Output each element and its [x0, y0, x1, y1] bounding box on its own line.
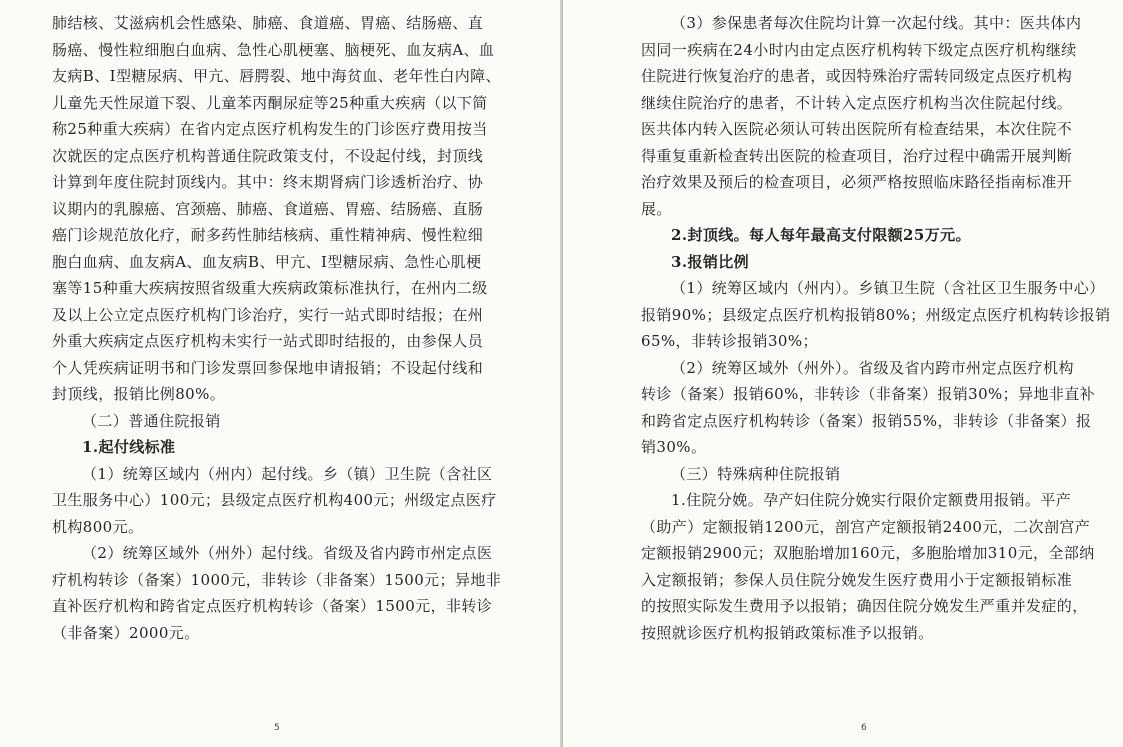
- text-line: 医共体内转入医院必须认可转出医院所有检查结果，本次住院不: [641, 120, 1073, 138]
- text-line: 及以上公立定点医疗机构门诊治疗，实行一站式即时结报；在州: [52, 305, 484, 324]
- text-line: 和跨省定点医疗机构转诊（备案）报销55%，非转诊（非备案）报: [641, 411, 1092, 430]
- text-line: （1）统筹区域内（州内）。乡镇卫生院（含社区卫生服务中心）: [671, 279, 1105, 297]
- text-line: 肺结核、艾滋病机会性感染、肺癌、食道癌、胃癌、结肠癌、直: [52, 14, 484, 32]
- text-line: 个人凭疾病证明书和门诊发票回参保地申请报销；不设起付线和: [52, 358, 484, 377]
- text-line: （2）统筹区域外（州外）起付线。省级及省内跨市州定点医: [82, 544, 493, 562]
- section-heading: （三）特殊病种住院报销: [671, 464, 841, 483]
- text-line: 定额报销2900元；双胞胎增加160元，多胞胎增加310元，全部纳: [641, 544, 1095, 562]
- text-line: 儿童先天性尿道下裂、儿童苯丙酮尿症等25种重大疾病（以下简: [52, 93, 488, 112]
- text-line: 机构800元。: [52, 517, 144, 536]
- text-line: 塞等15种重大疾病按照省级重大疾病政策标准执行，在州内二级: [52, 279, 488, 297]
- section-heading: （二）普通住院报销: [82, 411, 221, 430]
- text-line: 封顶线，报销比例80%。: [52, 385, 226, 403]
- text-line: 胞白血病、血友病A、血友病B、甲亢、Ⅰ型糖尿病、急性心肌梗: [52, 252, 482, 271]
- text-line: 治疗效果及预后的检查项目，必须严格按照临床路径指南标准开: [641, 173, 1073, 191]
- text-line: 肠癌、慢性粒细胞白血病、急性心肌梗塞、脑梗死、血友病A、血: [52, 40, 495, 59]
- text-line: （1）统筹区域内（州内）起付线。乡（镇）卫生院（含社区: [82, 464, 493, 483]
- text-line: 销30%。: [641, 438, 707, 456]
- subsection-heading: 3.报销比例: [671, 252, 750, 271]
- text-line: （助产）定额报销1200元，剖宫产定额报销2400元，二次剖宫产: [641, 517, 1091, 536]
- text-line: 按照就诊医疗机构报销政策标准予以报销。: [641, 623, 934, 642]
- text-line: 计算到年度住院封顶线内。其中：终末期肾病门诊透析治疗、协: [52, 173, 484, 191]
- text-line: （2）统筹区域外（州外）。省级及省内跨市州定点医疗机构: [671, 358, 1074, 377]
- text-line: 疗机构转诊（备案）1000元，非转诊（非备案）1500元；异地非: [52, 570, 502, 589]
- text-line: 得重复重新检查转出医院的检查项目，治疗过程中确需开展判断: [641, 146, 1073, 165]
- page-number: 6: [861, 723, 867, 733]
- text-line: 1.住院分娩。孕产妇住院分娩实行限价定额费用报销。平产: [671, 491, 1072, 509]
- text-line: 议期内的乳腺癌、宫颈癌、肺癌、食道癌、胃癌、结肠癌、直肠: [52, 199, 484, 218]
- text-line: 直补医疗机构和跨省定点医疗机构转诊（备案）1500元，非转诊: [52, 597, 493, 615]
- text-line: （3）参保患者每次住院均计算一次起付线。其中：医共体内: [671, 14, 1082, 32]
- text-line: 外重大疾病定点医疗机构未实行一站式即时结报的，由参保人员: [52, 332, 484, 350]
- page-right: [563, 0, 1123, 747]
- subsection-heading: 2.封顶线。每人每年最高支付限额25万元。: [671, 226, 971, 244]
- text-line: 报销90%；县级定点医疗机构报销80%；州级定点医疗机构转诊报销: [641, 305, 1111, 324]
- text-line: 住院进行恢复治疗的患者，或因特殊治疗需转同级定点医疗机构: [641, 67, 1073, 85]
- text-line: 称25种重大疾病）在省内定点医疗机构发生的门诊医疗费用按当: [52, 120, 488, 138]
- text-line: 因同一疾病在24小时内由定点医疗机构转下级定点医疗机构继续: [641, 40, 1077, 59]
- text-line: 展。: [641, 199, 672, 218]
- subsection-heading: 1.起付线标准: [82, 438, 176, 456]
- text-line: （非备案）2000元。: [52, 623, 200, 642]
- text-line: 转诊（备案）报销60%，非转诊（非备案）报销30%；异地非直补: [641, 385, 1096, 403]
- text-line: 卫生服务中心）100元；县级定点医疗机构400元；州级定点医疗: [52, 491, 497, 509]
- text-line: 65%，非转诊报销30%；: [641, 332, 818, 350]
- page-left-text: [52, 10, 504, 646]
- text-line: 入定额报销；参保人员住院分娩发生医疗费用小于定额报销标准: [641, 570, 1073, 589]
- page-right-text: [641, 10, 1111, 646]
- text-line: 次就医的定点医疗机构普通住院政策支付，不设起付线，封顶线: [52, 146, 484, 165]
- page-number: 5: [274, 723, 280, 733]
- text-line: 癌门诊规范放化疗，耐多药性肺结核病、重性精神病、慢性粒细: [52, 226, 484, 244]
- text-line: 的按照实际发生费用予以报销；确因住院分娩发生严重并发症的，: [641, 597, 1088, 615]
- text-line: 继续住院治疗的患者，不计转入定点医疗机构当次住院起付线。: [641, 93, 1073, 112]
- text-line: 友病B、Ⅰ型糖尿病、甲亢、唇腭裂、地中海贫血、老年性白内障、: [52, 67, 501, 85]
